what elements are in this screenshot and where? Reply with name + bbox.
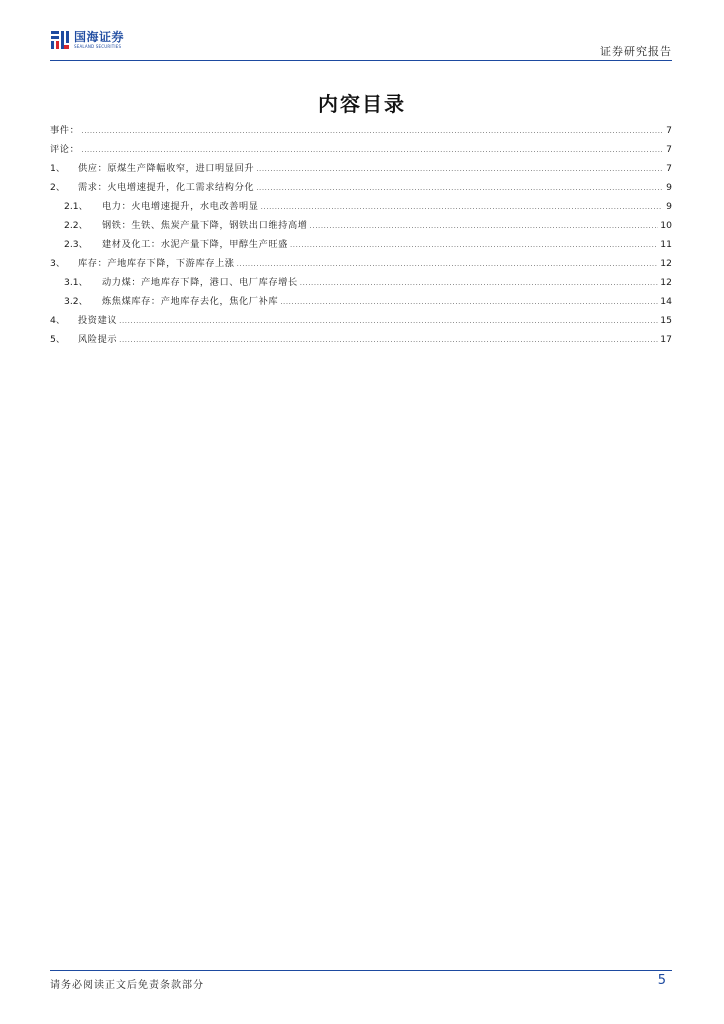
toc-entry-number: 2、 bbox=[50, 182, 66, 193]
toc-dot-leader bbox=[81, 127, 662, 135]
sealand-securities-logo-icon bbox=[50, 30, 70, 50]
toc-entry[interactable] bbox=[50, 160, 672, 179]
toc-dot-leader bbox=[256, 165, 662, 173]
toc-entry-page[interactable]: 11 bbox=[660, 239, 672, 250]
table-of-contents bbox=[50, 122, 672, 350]
toc-entry-title[interactable]: 库存：产地库存下降，下游库存上涨 bbox=[78, 258, 235, 269]
toc-title: 内容目录 bbox=[318, 92, 406, 116]
toc-entry-number: 3.2、 bbox=[64, 296, 88, 307]
toc-dot-leader bbox=[261, 203, 662, 211]
toc-entry[interactable] bbox=[50, 293, 672, 312]
toc-entry-title[interactable]: 风险提示 bbox=[78, 334, 118, 345]
toc-entry-page[interactable]: 10 bbox=[660, 220, 672, 231]
toc-entry-page[interactable]: 7 bbox=[666, 144, 672, 155]
toc-entry-page[interactable]: 17 bbox=[660, 334, 672, 345]
toc-entry-title[interactable]: 评论： bbox=[50, 144, 80, 155]
toc-entry-number: 4、 bbox=[50, 315, 66, 326]
toc-dot-leader bbox=[81, 146, 662, 154]
footer-divider bbox=[50, 970, 672, 971]
toc-entry-number: 2.1、 bbox=[64, 201, 88, 212]
toc-entry-title[interactable]: 炼焦煤库存：产地库存去化，焦化厂补库 bbox=[102, 296, 279, 307]
toc-entry-title[interactable]: 投资建议 bbox=[78, 315, 118, 326]
toc-entry-title[interactable]: 需求：火电增速提升，化工需求结构分化 bbox=[78, 182, 255, 193]
toc-entry-title[interactable]: 钢铁：生铁、焦炭产量下降，钢铁出口维持高增 bbox=[102, 220, 308, 231]
report-type-label: 证券研究报告 bbox=[600, 45, 672, 58]
toc-entry-number: 2.2、 bbox=[64, 220, 88, 231]
toc-entry-title[interactable]: 电力：火电增速提升，水电改善明显 bbox=[102, 201, 259, 212]
toc-entry-title[interactable]: 供应：原煤生产降幅收窄，进口明显回升 bbox=[78, 163, 255, 174]
toc-entry[interactable] bbox=[50, 141, 672, 160]
toc-entry[interactable] bbox=[50, 312, 672, 331]
toc-dot-leader bbox=[256, 184, 662, 192]
toc-entry-page[interactable]: 12 bbox=[660, 277, 672, 288]
toc-entry[interactable] bbox=[50, 236, 672, 255]
company-logo bbox=[50, 30, 124, 50]
toc-dot-leader bbox=[300, 279, 659, 287]
toc-entry[interactable] bbox=[50, 198, 672, 217]
toc-entry-page[interactable]: 12 bbox=[660, 258, 672, 269]
toc-dot-leader bbox=[310, 222, 659, 230]
toc-dot-leader bbox=[290, 241, 658, 249]
toc-entry[interactable] bbox=[50, 255, 672, 274]
logo-chinese-name: 国海证券 bbox=[74, 30, 125, 44]
toc-entry[interactable] bbox=[50, 122, 672, 141]
toc-entry[interactable] bbox=[50, 217, 672, 236]
toc-entry-number: 3.1、 bbox=[64, 277, 88, 288]
toc-entry-title[interactable]: 建材及化工：水泥产量下降，甲醇生产旺盛 bbox=[102, 239, 288, 250]
toc-entry-page[interactable]: 7 bbox=[666, 125, 672, 136]
logo-english-name: SEALAND SECURITIES bbox=[74, 44, 122, 49]
toc-entry-page[interactable]: 9 bbox=[666, 201, 672, 212]
toc-entry-page[interactable]: 7 bbox=[666, 163, 672, 174]
toc-entry-number: 1、 bbox=[50, 163, 66, 174]
toc-entry-number: 2.3、 bbox=[64, 239, 88, 250]
toc-entry[interactable] bbox=[50, 331, 672, 350]
toc-entry[interactable] bbox=[50, 179, 672, 198]
toc-dot-leader bbox=[237, 260, 659, 268]
toc-entry-page[interactable]: 14 bbox=[660, 296, 672, 307]
toc-entry-number: 3、 bbox=[50, 258, 66, 269]
toc-dot-leader bbox=[280, 298, 658, 306]
toc-entry-title[interactable]: 事件： bbox=[50, 125, 80, 136]
page-header bbox=[0, 0, 724, 62]
toc-dot-leader bbox=[119, 317, 658, 325]
header-divider bbox=[50, 60, 672, 61]
footer-disclaimer: 请务必阅读正文后免责条款部分 bbox=[50, 980, 204, 991]
toc-entry[interactable] bbox=[50, 274, 672, 293]
toc-entry-page[interactable]: 15 bbox=[660, 315, 672, 326]
page-number: 5 bbox=[657, 973, 666, 988]
toc-entry-page[interactable]: 9 bbox=[666, 182, 672, 193]
toc-entry-number: 5、 bbox=[50, 334, 66, 345]
toc-dot-leader bbox=[119, 336, 658, 344]
toc-entry-title[interactable]: 动力煤：产地库存下降，港口、电厂库存增长 bbox=[102, 277, 298, 288]
